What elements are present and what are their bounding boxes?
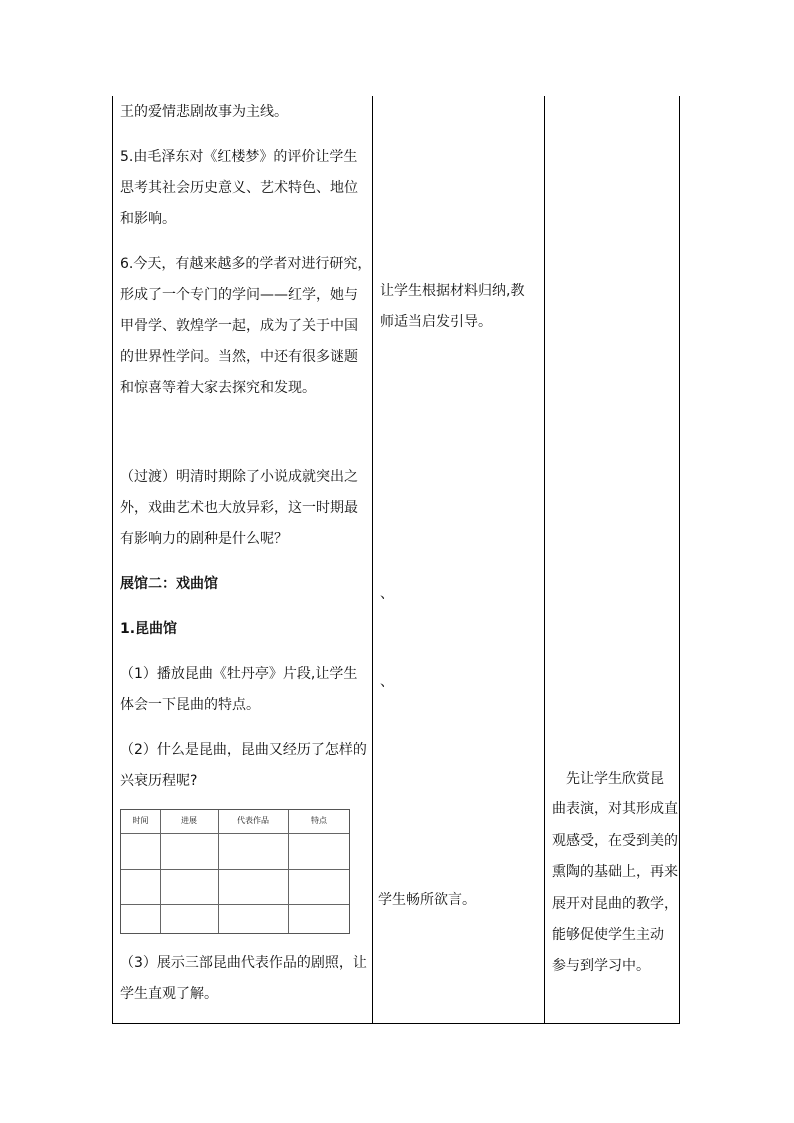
intent-line: 熏陶的基础上，再来 bbox=[552, 864, 678, 880]
table-header-time: 时间 bbox=[132, 816, 149, 825]
table-border-left bbox=[112, 96, 113, 1024]
subsection-heading: 1.昆曲馆 bbox=[120, 621, 178, 637]
paragraph-line: 和惊喜等着大家去探究和发现。 bbox=[120, 380, 316, 396]
paragraph-line: 和影响。 bbox=[120, 211, 176, 227]
table-header-features: 特点 bbox=[311, 816, 327, 825]
history-table bbox=[120, 809, 350, 934]
paragraph-line: 6.今天，有越来越多的学者对进行研究， bbox=[120, 256, 372, 272]
activity-line: 学生畅所欲言。 bbox=[378, 892, 476, 908]
intent-line: 观感受，在受到美的 bbox=[552, 833, 678, 849]
intent-line: 先让学生欣赏昆 bbox=[566, 771, 664, 787]
table-row-line bbox=[121, 833, 349, 834]
paragraph-line: （1）播放昆曲《牡丹亭》片段,让学生 bbox=[120, 666, 358, 682]
activity-line: 让学生根据材料归纳,教 bbox=[380, 283, 525, 299]
table-col-line bbox=[160, 810, 161, 933]
paragraph-line: （过渡）明清时期除了小说成就突出之 bbox=[120, 469, 358, 485]
paragraph-line: （3）展示三部昆曲代表作品的剧照，让 bbox=[120, 955, 367, 971]
paragraph-line: 学生直观了解。 bbox=[120, 986, 218, 1002]
paragraph-line: 5.由毛泽东对《红楼梦》的评价让学生 bbox=[120, 149, 358, 165]
section-heading: 展馆二：戏曲馆 bbox=[120, 576, 218, 592]
table-divider-1 bbox=[372, 96, 373, 1024]
paragraph-line: 形成了一个专门的学问——红学，她与 bbox=[120, 287, 358, 303]
table-border-right bbox=[679, 96, 680, 1024]
table-col-line bbox=[288, 810, 289, 933]
intent-line: 能够促使学生主动 bbox=[552, 927, 664, 943]
paragraph-line: 外，戏曲艺术也大放异彩，这一时期最 bbox=[120, 500, 358, 516]
activity-mark: 、 bbox=[380, 586, 394, 602]
paragraph-line: 甲骨学、敦煌学一起，成为了关于中国 bbox=[120, 318, 358, 334]
paragraph-line: 兴衰历程呢? bbox=[120, 773, 198, 789]
table-header-works: 代表作品 bbox=[237, 816, 269, 825]
table-border-bottom bbox=[112, 1023, 680, 1024]
paragraph-line: 王的爱情悲剧故事为主线。 bbox=[120, 104, 288, 120]
table-row-line bbox=[121, 904, 349, 905]
paragraph-line: 思考其社会历史意义、艺术特色、地位 bbox=[120, 180, 358, 196]
table-row-line bbox=[121, 869, 349, 870]
table-header-progress: 进展 bbox=[181, 816, 197, 825]
paragraph-line: 有影响力的剧种是什么呢？ bbox=[120, 531, 288, 547]
activity-line: 师适当启发引导。 bbox=[380, 314, 492, 330]
paragraph-line: （2）什么是昆曲，昆曲又经历了怎样的 bbox=[120, 742, 367, 758]
table-divider-2 bbox=[544, 96, 545, 1024]
intent-line: 曲表演，对其形成直 bbox=[552, 801, 678, 817]
paragraph-line: 的世界性学问。当然，中还有很多谜题 bbox=[120, 349, 358, 365]
intent-line: 展开对昆曲的教学， bbox=[552, 896, 678, 912]
paragraph-line: 体会一下昆曲的特点。 bbox=[120, 697, 260, 713]
table-col-line bbox=[218, 810, 219, 933]
activity-mark: 、 bbox=[380, 674, 394, 690]
intent-line: 参与到学习中。 bbox=[552, 958, 650, 974]
